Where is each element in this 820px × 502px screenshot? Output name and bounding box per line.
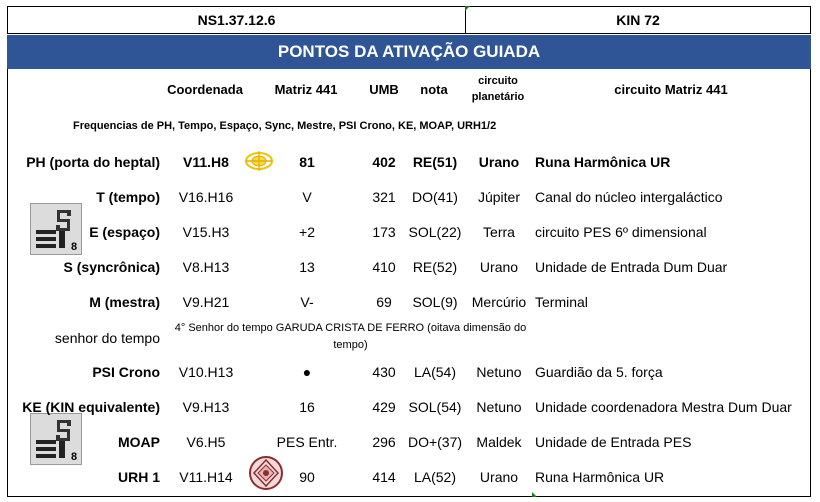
- row-umb: 321: [372, 189, 396, 205]
- row-circuit: Guardião da 5. força: [535, 364, 663, 380]
- cell-comment-marker: [532, 492, 537, 497]
- row-circuit: Unidade coordenadora Mestra Dum Duar: [535, 399, 792, 415]
- row-label: E (espaço): [89, 224, 160, 240]
- row-umb: 402: [372, 154, 396, 170]
- header-left-cell: [7, 6, 466, 34]
- row-matriz: 16: [299, 399, 315, 415]
- table-row: [0, 287, 820, 317]
- row-nota: DO+(37): [407, 434, 463, 450]
- col-matriz: Matriz 441: [274, 82, 338, 97]
- title-banner: [7, 35, 811, 69]
- cell-comment-marker: [465, 6, 470, 11]
- table-row: [0, 217, 820, 247]
- header-left-text: NS1.37.12.6: [197, 12, 276, 28]
- row-label: PSI Crono: [92, 364, 160, 380]
- row-label: PH (porta do heptal): [26, 154, 160, 170]
- row-umb: 173: [372, 224, 396, 240]
- row-circuit: Unidade de Entrada Dum Duar: [535, 259, 728, 275]
- row-label: T (tempo): [96, 189, 160, 205]
- row-nota: RE(52): [412, 259, 458, 275]
- table-row: [0, 427, 820, 457]
- row-nota: LA(52): [413, 469, 457, 485]
- header-right-cell: [465, 6, 811, 34]
- row-nota: SOL(9): [412, 294, 458, 310]
- row-matriz: ●: [302, 364, 312, 380]
- row-umb: 410: [372, 259, 396, 275]
- row-planet: Netuno: [476, 399, 522, 415]
- row-label: S (syncrônica): [63, 259, 160, 275]
- row-umb: 414: [372, 469, 396, 485]
- row-matriz: 13: [299, 259, 315, 275]
- row-matriz: 81: [299, 154, 315, 170]
- row-circuit: Runa Harmônica UR: [535, 154, 671, 170]
- row-nota: RE(51): [412, 154, 458, 170]
- table-row: [0, 462, 820, 492]
- banner-title: PONTOS DA ATIVAÇÃO GUIADA: [277, 42, 541, 61]
- row-label: M (mestra): [89, 294, 160, 310]
- row-planet: Júpiter: [477, 189, 521, 205]
- col-umb: UMB: [369, 82, 399, 97]
- table-row: [0, 252, 820, 282]
- row-nota: DO(41): [412, 189, 458, 205]
- row-matriz: V-: [300, 294, 314, 310]
- row-label: URH 1: [117, 469, 160, 485]
- row-planet: Urano: [478, 154, 520, 170]
- row-coord: V9.H13: [182, 399, 230, 415]
- row-planet: Urano: [479, 469, 519, 485]
- row-label: MOAP: [118, 434, 160, 450]
- row-circuit: Runa Harmônica UR: [535, 469, 665, 485]
- col-circuito-matriz: circuito Matriz 441: [614, 82, 728, 97]
- kin-glyph-number: 8: [71, 241, 78, 253]
- row-coord: V11.H8: [183, 154, 229, 170]
- row-matriz: 90: [299, 469, 315, 485]
- row-coord: V6.H5: [186, 434, 226, 450]
- row-planet: Terra: [483, 224, 515, 240]
- row-planet: Mercúrio: [471, 294, 527, 310]
- row-label: KE (KIN equivalente): [22, 399, 160, 415]
- col-planetario: [466, 73, 530, 105]
- row-nota: LA(54): [413, 364, 457, 380]
- row-planet: Maldek: [476, 434, 522, 450]
- row-nota: SOL(54): [408, 399, 462, 415]
- senhor-label: senhor do tempo: [54, 330, 160, 346]
- row-coord: V10.H13: [178, 364, 234, 380]
- row-coord: V11.H14: [179, 469, 233, 485]
- row-umb: 429: [372, 399, 396, 415]
- col-nota: nota: [420, 82, 448, 97]
- header-right-text: KIN 72: [616, 12, 660, 28]
- row-circuit: Unidade de Entrada PES: [535, 434, 692, 450]
- frequencies-note: Frequencias de PH, Tempo, Espaço, Sync, Mestre, PSI Crono, KE, MOAP, URH1/2: [73, 120, 497, 132]
- row-matriz: +2: [299, 224, 315, 240]
- table-row: [0, 392, 820, 422]
- table-row: [0, 182, 820, 212]
- row-planet: Urano: [479, 259, 519, 275]
- senhor-note: 4° Senhor do tempo GARUDA CRISTA DE FERRO (oitava dimensão do tempo): [174, 322, 527, 351]
- row-circuit: circuito PES 6º dimensional: [535, 224, 707, 240]
- col-planetario-line2: planetário: [471, 91, 525, 103]
- table-row: [0, 147, 820, 177]
- row-planet: Netuno: [476, 364, 522, 380]
- row-matriz: PES Entr.: [276, 434, 338, 450]
- row-umb: 69: [376, 294, 392, 310]
- row-coord: V9.H21: [182, 294, 230, 310]
- row-coord: V16.H16: [178, 189, 234, 205]
- row-nota: SOL(22): [408, 224, 462, 240]
- table-row: [0, 357, 820, 387]
- row-coord: V15.H3: [182, 224, 230, 240]
- row-umb: 430: [372, 364, 396, 380]
- row-coord: V8.H13: [182, 259, 230, 275]
- moap-glyph-number: 8: [71, 451, 78, 463]
- row-circuit: Terminal: [535, 294, 588, 310]
- col-planetario-line1: circuito: [478, 75, 518, 87]
- row-circuit: Canal do núcleo intergaláctico: [535, 189, 723, 205]
- row-umb: 296: [372, 434, 396, 450]
- col-coordenada: Coordenada: [167, 82, 243, 97]
- row-matriz: V: [302, 189, 312, 205]
